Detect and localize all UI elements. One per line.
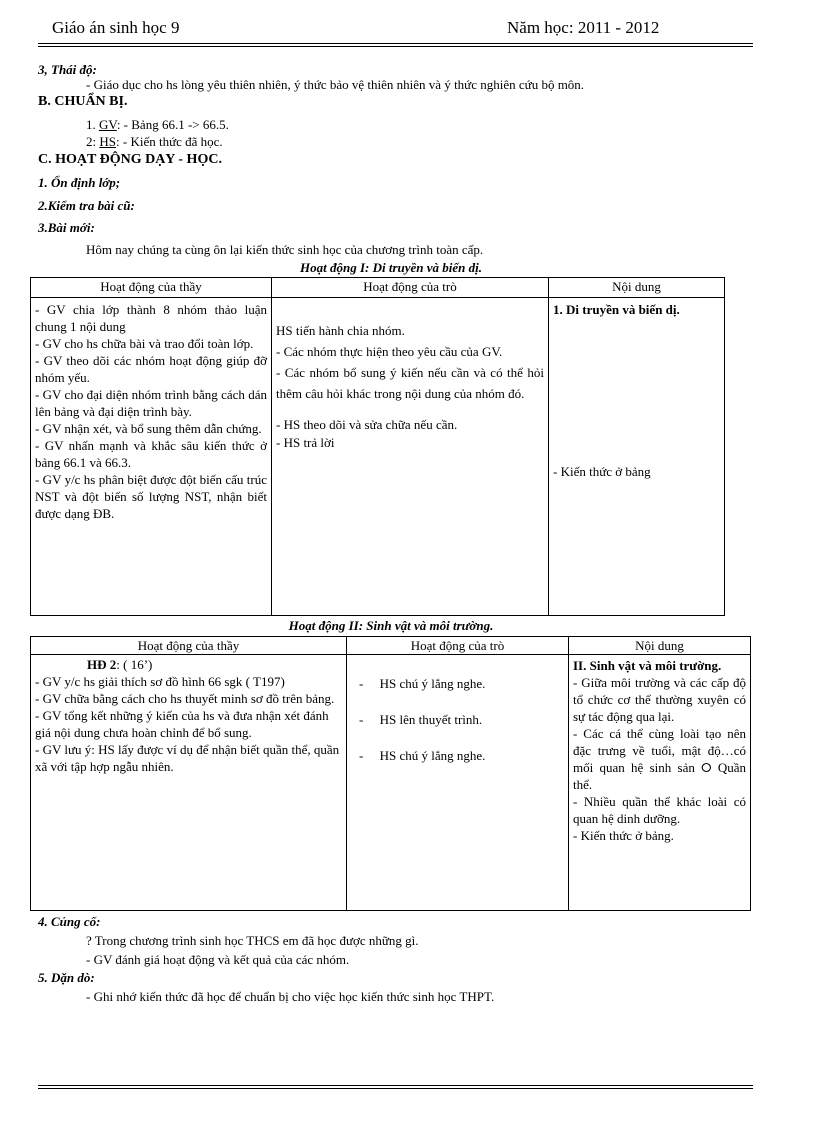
header-title: Giáo án sinh học 9 (52, 18, 180, 37)
intro-text: Hôm nay chúng ta cùng ôn lại kiến thức sinh học của chương trình toàn cấp. (86, 242, 484, 257)
homework-line: - Ghi nhớ kiến thức đã học để chuẩn bị cho việc học kiến thức sinh học THPT. (86, 989, 495, 1004)
hs-label: HS (99, 134, 116, 149)
step-1: 1. Ổn định lớp; (38, 175, 121, 190)
activity-2-title: Hoạt động II: Sinh vật và môi trường. (288, 618, 494, 633)
footer-divider (38, 1085, 753, 1086)
activities-title: C. HOẠT ĐỘNG DẠY - HỌC. (38, 152, 222, 167)
prepare-hs: 2: HS: - Kiến thức đã học. (86, 134, 223, 149)
content-cell: 1. Di truyền và biến dị. - Kiến thức ở bảng (549, 298, 725, 616)
gv-label: GV (99, 117, 117, 132)
table-header: Nội dung (569, 637, 751, 655)
header-divider-2 (38, 46, 753, 47)
step-3: 3.Bài mới: (38, 220, 95, 235)
table-header: Nội dung (549, 278, 725, 298)
footer-divider-2 (38, 1088, 753, 1089)
consolidate-line: ? Trong chương trình sinh học THCS em đã học được những gì. (86, 933, 419, 948)
consolidate-title: 4. Củng cố: (38, 914, 101, 929)
attitude-title: 3, Thái độ: (38, 62, 97, 77)
content-cell: II. Sinh vật và môi trường. - Giữa môi trường và các cấp độ tổ chức cơ thể thường xuyên có sự tác động qua lại. - Các cá thể cùng loài tạo nên đặc trưng về tuổi, mật độ…có mối quan hệ sinh sản ⭘ Quần thể. - Nhiều quần thể khác loài có quan hệ dinh dưỡng. - Kiến thức ở bảng. (569, 655, 751, 911)
table-header: Hoạt động của trò (272, 278, 549, 298)
table-header: Hoạt động của thầy (31, 278, 272, 298)
teacher-activity-cell: HĐ 2: ( 16’) - GV y/c hs giải thích sơ đồ hình 66 sgk ( T197) - GV chữa bằng cách cho hs thuyết minh sơ đồ trên bảng. - GV tổng kết những ý kiến của hs và đưa nhận xét đánh giá nội dung chưa hoàn chỉnh để bổ sung. - GV lưu ý: HS lấy được ví dụ để nhận biết quần thể, quần xã với tập hợp ngẫu nhiên. (31, 655, 347, 911)
teacher-activity-cell: - GV chia lớp thành 8 nhóm thảo luận chung 1 nội dung - GV cho hs chữa bài và trao đổi toàn lớp. - GV theo dõi các nhóm hoạt động giúp đỡ nhóm yếu. - GV cho đại diện nhóm trình bằng cách dán lên bảng và đại diện trình bày. - GV nhận xét, và bổ sung thêm dẫn chứng. - GV nhấn mạnh và khắc sâu kiến thức ở bảng 66.1 và 66.3. - GV y/c hs phân biệt được đột biến cấu trúc NST và đột biến số lượng NST, nhận biết được dạng ĐB. (31, 298, 272, 616)
activity-1-table (30, 277, 725, 616)
prepare-title: B. CHUẨN BỊ. (38, 94, 128, 109)
header-school-year: Năm học: 2011 - 2012 (507, 18, 660, 37)
student-activity-cell: - HS chú ý lắng nghe. - HS lên thuyết trình. - HS chú ý lắng nghe. (347, 655, 569, 911)
table-header: Hoạt động của trò (347, 637, 569, 655)
student-activity-cell: HS tiến hành chia nhóm. - Các nhóm thực hiện theo yêu cầu của GV. - Các nhóm bổ sung ý kiến nếu cần và có thể hỏi thêm câu hỏi khác trong nội dung của nhóm đó. - HS theo dõi và sửa chữa nếu cần. - HS trả lời (272, 298, 549, 616)
homework-title: 5. Dặn dò: (38, 970, 95, 985)
step-2: 2.Kiểm tra bài cũ: (38, 198, 135, 213)
consolidate-line: - GV đánh giá hoạt động và kết quả của các nhóm. (86, 952, 350, 967)
prepare-gv: 1. GV: - Bảng 66.1 -> 66.5. (86, 117, 229, 132)
table-header: Hoạt động của thầy (31, 637, 347, 655)
attitude-text: - Giáo dục cho hs lòng yêu thiên nhiên, ý thức bảo vệ thiên nhiên và ý thức nghiên cứu bộ môn. (86, 77, 585, 92)
activity-1-title: Hoạt động I: Di truyền và biến dị. (299, 260, 482, 275)
activity-2-table (30, 636, 751, 911)
header-divider (38, 43, 753, 44)
